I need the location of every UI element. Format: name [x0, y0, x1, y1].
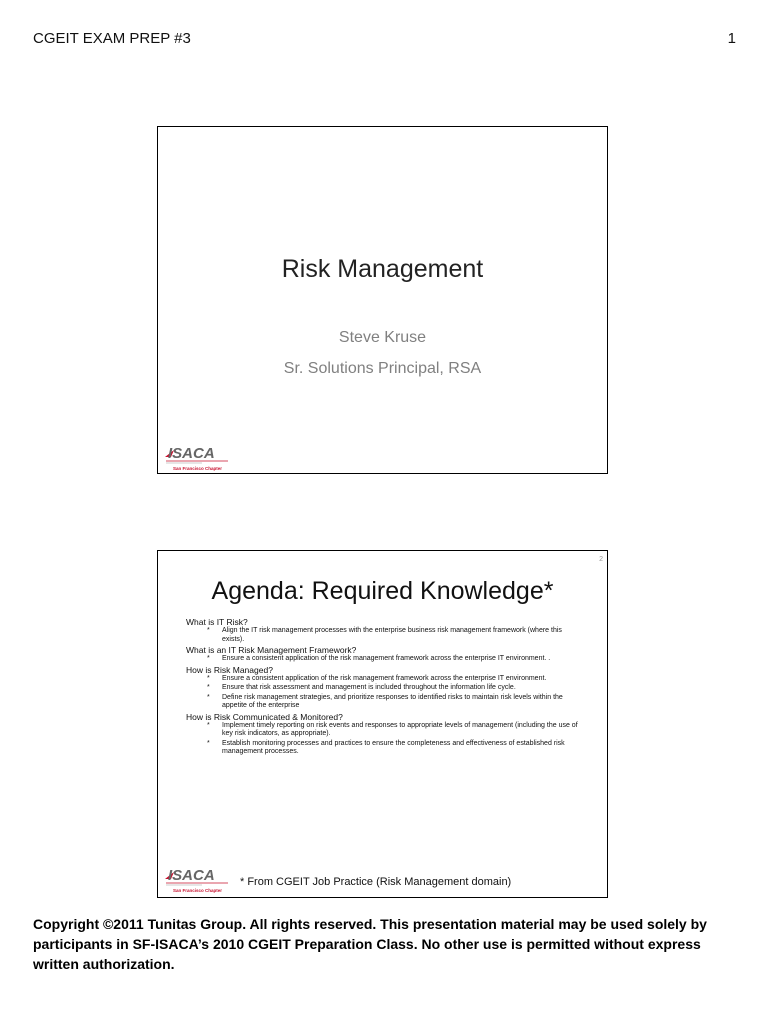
svg-text:ISACA: ISACA — [168, 445, 215, 462]
agenda-bullet: * Establish monitoring processes and practices to ensure the completeness and effectiveness of established risk management processes. — [207, 739, 565, 755]
agenda-list — [186, 617, 585, 758]
agenda-question: What is IT Risk? — [186, 617, 248, 627]
slide-agenda-title: Agenda: Required Knowledge* — [211, 577, 554, 605]
isaca-logo — [162, 863, 234, 895]
copyright-notice: Copyright ©2011 Tunitas Group. All rights reserved. This presentation material may be used solely by participants in SF-ISACA’s 2010 CGEIT Preparation Class. No other use is permitted without express written authorization. — [33, 916, 707, 972]
slide-agenda — [157, 550, 608, 898]
isaca-logo — [162, 441, 234, 473]
agenda-bullet: * Align the IT risk management processes with the enterprise business risk management framework (where this exists). — [207, 627, 562, 643]
slide-footnote: * From CGEIT Job Practice (Risk Management domain) — [240, 876, 512, 888]
agenda-bullet: * Define risk management strategies, and prioritize responses to identified risks to maintain risk levels within the appetite of the enterprise — [207, 693, 563, 709]
agenda-question: How is Risk Managed? — [186, 664, 273, 675]
agenda-bullet: * Ensure a consistent application of the risk management framework across the enterprise IT environment. — [207, 674, 547, 682]
agenda-bullet: * Ensure a consistent application of the risk management framework across the enterprise IT environment. . — [207, 655, 551, 662]
agenda-question: How is Risk Communicated & Monitored? — [186, 711, 343, 722]
slide-title — [157, 126, 608, 474]
page-number: 1 — [727, 30, 736, 47]
svg-text:ISACA: ISACA — [168, 867, 215, 884]
agenda-bullet: * Ensure that risk assessment and management is included throughout the information life cycle. — [207, 684, 516, 691]
presenter-name: Steve Kruse — [338, 329, 427, 346]
svg-text:San Francisco Chapter: San Francisco Chapter — [173, 466, 223, 471]
svg-text:San Francisco Chapter: San Francisco Chapter — [173, 888, 223, 893]
agenda-bullet: * Implement timely reporting on risk events and responses to appropriate levels of management (including the use of key risk indicators, as appropriate). — [207, 721, 578, 737]
slide-number: 2 — [599, 556, 603, 563]
slide-title-text: Risk Management — [281, 255, 484, 283]
page-header-title: CGEIT EXAM PREP #3 — [33, 30, 191, 47]
agenda-question: What is an IT Risk Management Framework? — [186, 645, 357, 655]
presenter-role: Sr. Solutions Principal, RSA — [283, 360, 482, 377]
